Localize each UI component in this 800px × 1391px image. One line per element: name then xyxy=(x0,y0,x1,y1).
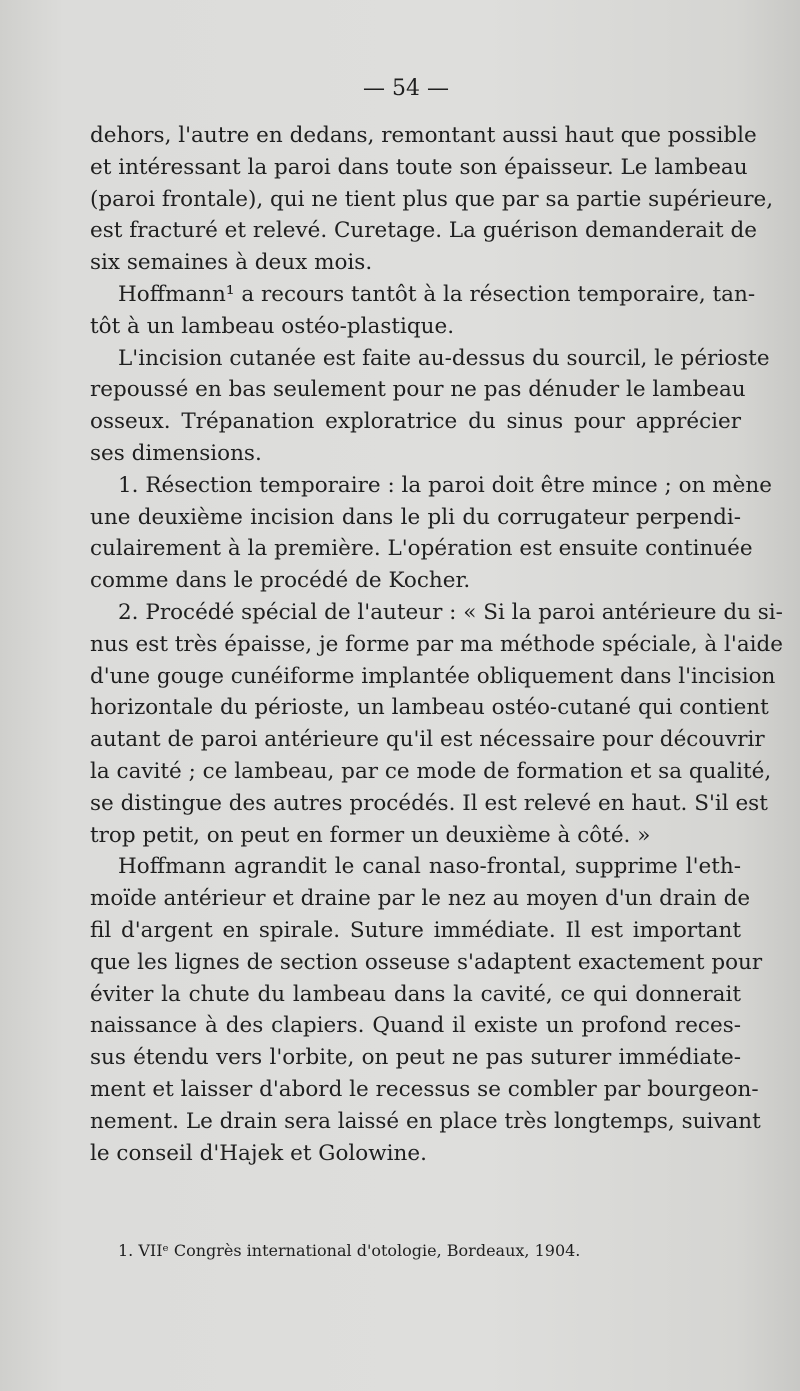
text-line: Hoffmann¹ a recours tantôt à la résection temporaire, tan- xyxy=(118,281,756,307)
text-line: horizontale du périoste, un lambeau ostéo-cutané qui contient xyxy=(90,695,769,721)
text-line: repoussé en bas seulement pour ne pas dénuder le lambeau xyxy=(90,377,746,403)
page-number: — 54 — xyxy=(363,76,449,101)
text-line: la cavité ; ce lambeau, par ce mode de formation et sa qualité, xyxy=(90,758,772,784)
text-line: que les lignes de section osseuse s'adaptent exactement pour xyxy=(90,949,763,975)
paragraph xyxy=(90,120,774,279)
text-line: tôt à un lambeau ostéo-plastique. xyxy=(90,313,455,339)
text-line: autant de paroi antérieure qu'il est nécessaire pour découvrir xyxy=(90,727,765,753)
text-line: six semaines à deux mois. xyxy=(90,250,373,276)
text-line: une deuxième incision dans le pli du corrugateur perpendi- xyxy=(90,504,741,530)
text-line: nus est très épaisse, je forme par ma méthode spéciale, à l'aide xyxy=(90,631,784,657)
text-line: moïde antérieur et draine par le nez au moyen d'un drain de xyxy=(90,886,751,912)
text-line: comme dans le procédé de Kocher. xyxy=(90,568,471,594)
paragraph xyxy=(90,851,763,1169)
text-line: et intéressant la paroi dans toute son épaisseur. Le lambeau xyxy=(90,154,748,180)
text-line: trop petit, on peut en former un deuxième à côté. » xyxy=(90,822,651,848)
text-line: le conseil d'Hajek et Golowine. xyxy=(90,1140,427,1166)
text-line: se distingue des autres procédés. Il est relevé en haut. S'il est xyxy=(90,790,768,816)
text-line: culairement à la première. L'opération est ensuite continuée xyxy=(90,536,753,562)
text-line: ses dimensions. xyxy=(90,440,262,466)
text-line: 2. Procédé spécial de l'auteur : « Si la paroi antérieure du si- xyxy=(118,599,783,625)
text-line: naissance à des clapiers. Quand il existe un profond reces- xyxy=(90,1013,741,1039)
paragraph xyxy=(90,470,772,597)
text-line: fil d'argent en spirale. Suture immédiate. Il est important xyxy=(90,917,741,943)
text-line: est fracturé et relevé. Curetage. La guérison demanderait de xyxy=(90,218,757,244)
text-line: éviter la chute du lambeau dans la cavité, ce qui donnerait xyxy=(90,981,741,1007)
text-line: (paroi frontale), qui ne tient plus que par sa partie supérieure, xyxy=(90,186,774,212)
text-line: Hoffmann agrandit le canal naso-frontal, supprime l'eth- xyxy=(118,854,741,880)
text-line: dehors, l'autre en dedans, remontant aussi haut que possible xyxy=(90,123,757,148)
paragraph xyxy=(90,279,756,343)
text-line: L'incision cutanée est faite au-dessus du sourcil, le périoste xyxy=(118,345,770,371)
paragraph xyxy=(90,343,770,470)
text-line: ment et laisser d'abord le recessus se combler par bourgeon- xyxy=(90,1076,759,1102)
text-line: 1. Résection temporaire : la paroi doit être mince ; on mène xyxy=(118,472,772,498)
text-line: d'une gouge cunéiforme implantée obliquement dans l'incision xyxy=(90,663,776,689)
paragraph xyxy=(90,597,784,851)
text-line: osseux. Trépanation exploratrice du sinus pour apprécier xyxy=(90,409,741,435)
text-line: sus étendu vers l'orbite, on peut ne pas suturer immédiate- xyxy=(90,1045,741,1071)
body-text xyxy=(90,120,784,1169)
text-line: nement. Le drain sera laissé en place très longtemps, suivant xyxy=(90,1108,761,1134)
footnote: 1. VIIᵉ Congrès international d'otologie, Bordeaux, 1904. xyxy=(118,1241,581,1260)
